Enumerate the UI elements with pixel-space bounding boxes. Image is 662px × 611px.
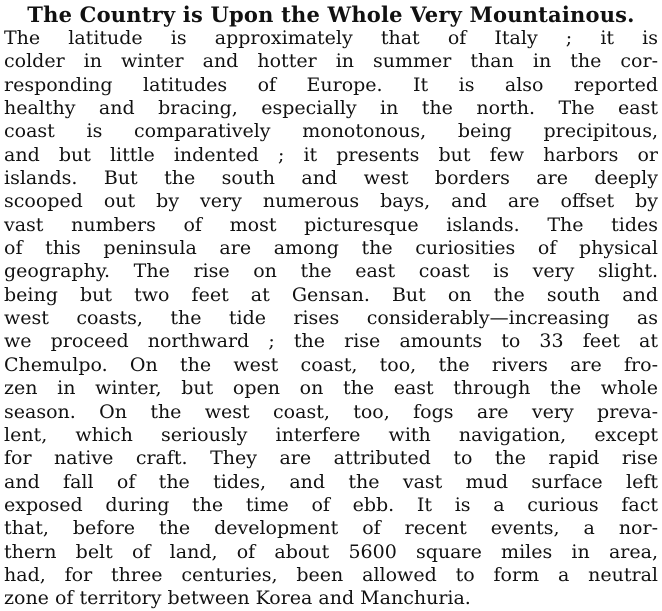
- text-line: for native craft. They are attributed to the rapid rise: [4, 447, 658, 470]
- text-line: and but little indented ; it presents but few harbors or: [4, 143, 658, 166]
- text-line: vast numbers of most picturesque islands. The tides: [4, 213, 658, 236]
- text-line: and fall of the tides, and the vast mud surface left: [4, 470, 658, 493]
- text-line: healthy and bracing, especially in the north. The east: [4, 97, 658, 120]
- text-line: responding latitudes of Europe. It is also reported: [4, 73, 658, 96]
- text-line: that, before the development of recent events, a nor-: [4, 517, 658, 540]
- text-line: lent, which seriously interfere with navigation, except: [4, 423, 658, 446]
- text-line: we proceed northward ; the rise amounts to 33 feet at: [4, 330, 658, 353]
- text-line: being but two feet at Gensan. But on the south and: [4, 283, 658, 306]
- text-line: zen in winter, but open on the east through the whole: [4, 377, 658, 400]
- text-line: zone of territory between Korea and Manchuria.: [4, 587, 471, 610]
- text-line: islands. But the south and west borders are deeply: [4, 167, 658, 190]
- text-line: exposed during the time of ebb. It is a curious fact: [4, 493, 658, 516]
- text-line: thern belt of land, of about 5600 square miles in area,: [4, 540, 658, 563]
- text-line: geography. The rise on the east coast is very slight.: [4, 260, 658, 283]
- text-line: colder in winter and hotter in summer than in the cor-: [4, 50, 658, 73]
- text-line: Chemulpo. On the west coast, too, the rivers are fro-: [4, 353, 658, 376]
- text-line: had, for three centuries, been allowed to form a neutral: [4, 563, 658, 586]
- text-line: scooped out by very numerous bays, and are offset by: [4, 190, 658, 213]
- text-line: coast is comparatively monotonous, being precipitous,: [4, 120, 658, 143]
- text-line: The latitude is approximately that of Italy ; it is: [4, 27, 658, 49]
- text-line: of this peninsula are among the curiosities of physical: [4, 237, 658, 260]
- article-body: [4, 27, 658, 611]
- text-line: west coasts, the tide rises considerably—increasing as: [4, 307, 658, 330]
- text-line: season. On the west coast, too, fogs are very preva-: [4, 400, 658, 423]
- article-heading: The Country is Upon the Whole Very Mountainous.: [27, 2, 635, 27]
